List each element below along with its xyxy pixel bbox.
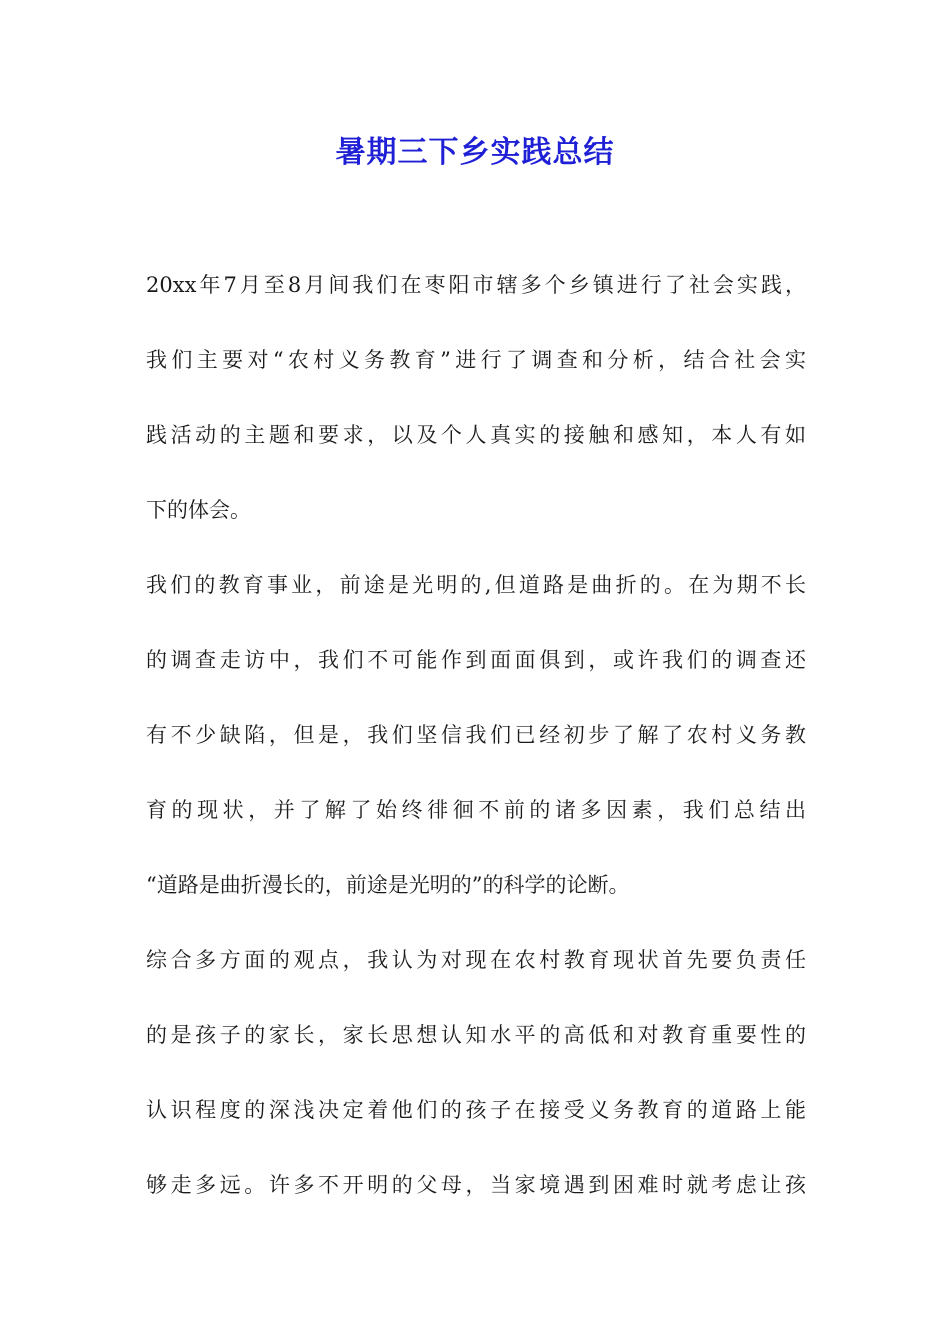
paragraph-2-line-4: 育的现状，并了解了始终徘徊不前的诸多因素，我们总结出 [146, 798, 806, 822]
document-body [146, 260, 806, 1235]
paragraph-1-line-2: 我们主要对“农村义务教育”进行了调查和分析，结合社会实 [146, 348, 806, 372]
paragraph-2-line-1: 我们的教育事业，前途是光明的,但道路是曲折的。在为期不长 [146, 573, 806, 597]
paragraph-2-line-2: 的调查走访中，我们不可能作到面面俱到，或许我们的调查还 [146, 648, 806, 672]
paragraph-2-line-3: 有不少缺陷，但是，我们坚信我们已经初步了解了农村义务教 [146, 723, 806, 747]
paragraph-3-line-3: 认识程度的深浅决定着他们的孩子在接受义务教育的道路上能 [146, 1098, 806, 1122]
paragraph-3-line-4: 够走多远。许多不开明的父母，当家境遇到困难时就考虑让孩 [146, 1173, 806, 1197]
document-title: 暑期三下乡实践总结 [335, 135, 615, 170]
paragraph-2-line-5: “道路是曲折漫长的，前途是光明的”的科学的论断。 [146, 873, 630, 897]
paragraph-1-line-4: 下的体会。 [146, 498, 251, 522]
paragraph-3-line-2: 的是孩子的家长，家长思想认知水平的高低和对教育重要性的 [146, 1023, 806, 1047]
paragraph-1-line-3: 践活动的主题和要求，以及个人真实的接触和感知，本人有如 [146, 423, 806, 447]
paragraph-3-line-1: 综合多方面的观点，我认为对现在农村教育现状首先要负责任 [146, 948, 806, 972]
paragraph-1-line-1: 20xx年7月至8月间我们在枣阳市辖多个乡镇进行了社会实践， [146, 273, 806, 297]
